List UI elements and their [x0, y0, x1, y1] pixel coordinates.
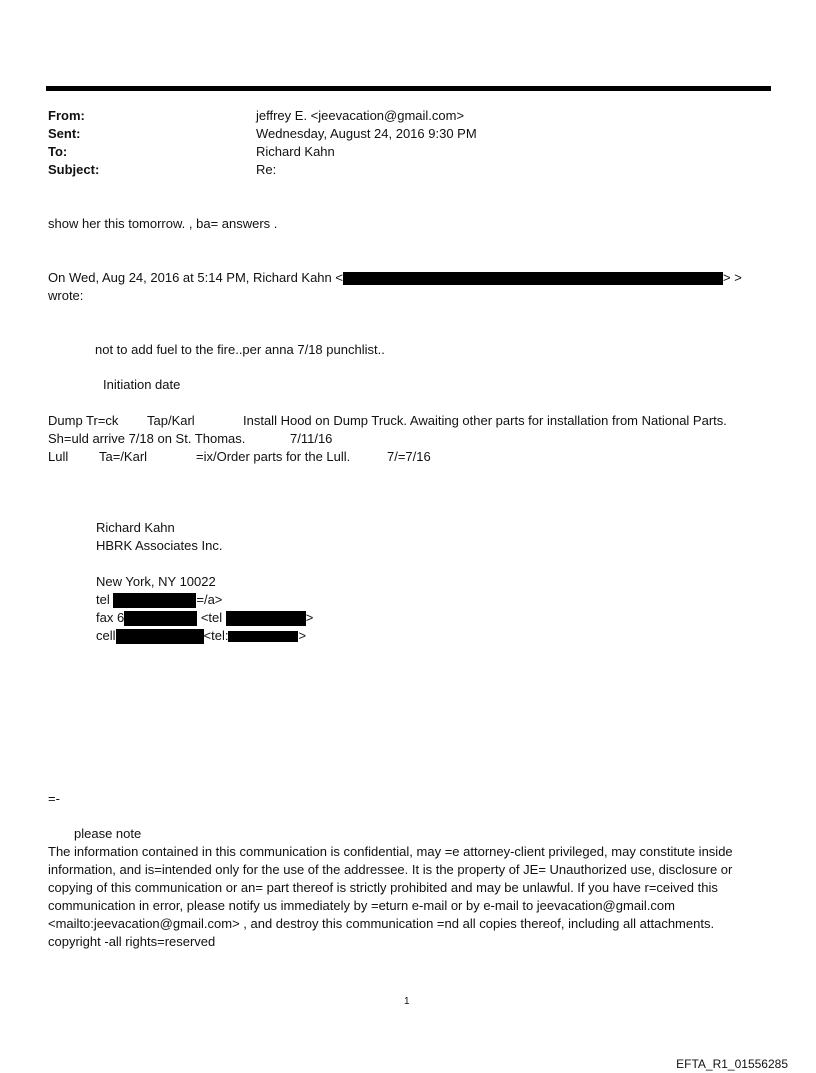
signature-name: Richard Kahn [96, 520, 175, 535]
row1-desc: Install Hood on Dump Truck. Awaiting other parts for installation from National Parts. [243, 413, 727, 428]
quote-intro-wrote: wrote: [48, 288, 84, 303]
redacted-cell-tel [228, 631, 298, 642]
row2-item: Lull [48, 449, 69, 464]
cell-suffix: > [298, 628, 307, 643]
from-label: From: [48, 108, 85, 123]
redacted-tel [113, 593, 196, 608]
signature-cell [96, 628, 306, 644]
quote-intro-text: On Wed, Aug 24, 2016 at 5:14 PM, Richard Kahn < [48, 270, 343, 285]
row1-item: Dump Tr=ck [48, 413, 119, 428]
document-id: EFTA_R1_01556285 [676, 1057, 788, 1071]
row1-owner: Tap/Karl [147, 413, 195, 428]
quote-intro-end: > > [722, 270, 742, 285]
from-value: jeffrey E. <jeevacation@gmail.com> [256, 108, 465, 123]
to-label: To: [48, 144, 68, 159]
tel-suffix: =/a> [196, 592, 223, 607]
reply-line: show her this tomorrow. , ba= answers . [48, 216, 278, 231]
disclaimer-title: please note [74, 826, 142, 841]
signature-fax [96, 610, 313, 626]
cell-label: cell [96, 628, 116, 643]
to-value: Richard Kahn [256, 144, 335, 159]
row2-desc: =ix/Order parts for the Lull. [196, 449, 351, 464]
cell-mid: <tel: [203, 628, 229, 643]
disclaimer-text: The information contained in this communication is confidential, may =e attorney-client privileged, may constitute inside information, and is=intended only for the use of the addressee. It is the property of JE= Unauthorized use, disclosure or copying of this communication or an= part thereof is strictly prohibited and may be unlawful. If you have r=ceived this communication in error, please notify us immediately by =eturn e-mail or by e-mail to jeevacation@gmail.com <mailto:jeevacation@gmail.com> , and destroy this communication =nd all copies thereof, including all attachments. copyright -all rights=reserved [48, 844, 733, 949]
header-rule [46, 86, 771, 91]
separator-text: =- [48, 791, 60, 806]
row1-date: 7/11/16 [290, 431, 333, 446]
signature-tel [96, 592, 222, 608]
row1-desc-cont: Sh=uld arrive 7/18 on St. Thomas. [48, 431, 246, 446]
sent-value: Wednesday, August 24, 2016 9:30 PM [256, 126, 477, 141]
redacted-email [343, 272, 723, 285]
signature-company: HBRK Associates Inc. [96, 538, 223, 553]
tel-label: tel [96, 592, 110, 607]
subject-label: Subject: [48, 162, 100, 177]
page-number: 1 [404, 996, 410, 1007]
signature-city: New York, NY 10022 [96, 574, 216, 589]
subject-value: Re: [256, 162, 277, 177]
quote-line-1: not to add fuel to the fire..per anna 7/18 punchlist.. [95, 342, 385, 357]
fax-suffix: > [305, 610, 314, 625]
redacted-cell [116, 629, 204, 644]
redacted-fax-tel [226, 611, 306, 626]
quote-intro [48, 270, 742, 285]
fax-mid: <tel [200, 610, 223, 625]
redacted-fax [124, 611, 197, 626]
sent-label: Sent: [48, 126, 81, 141]
row2-owner: Ta=/Karl [99, 449, 148, 464]
fax-label: fax 6 [96, 610, 125, 625]
row2-date: 7/=7/16 [387, 449, 431, 464]
quote-line-2: Initiation date [103, 377, 181, 392]
